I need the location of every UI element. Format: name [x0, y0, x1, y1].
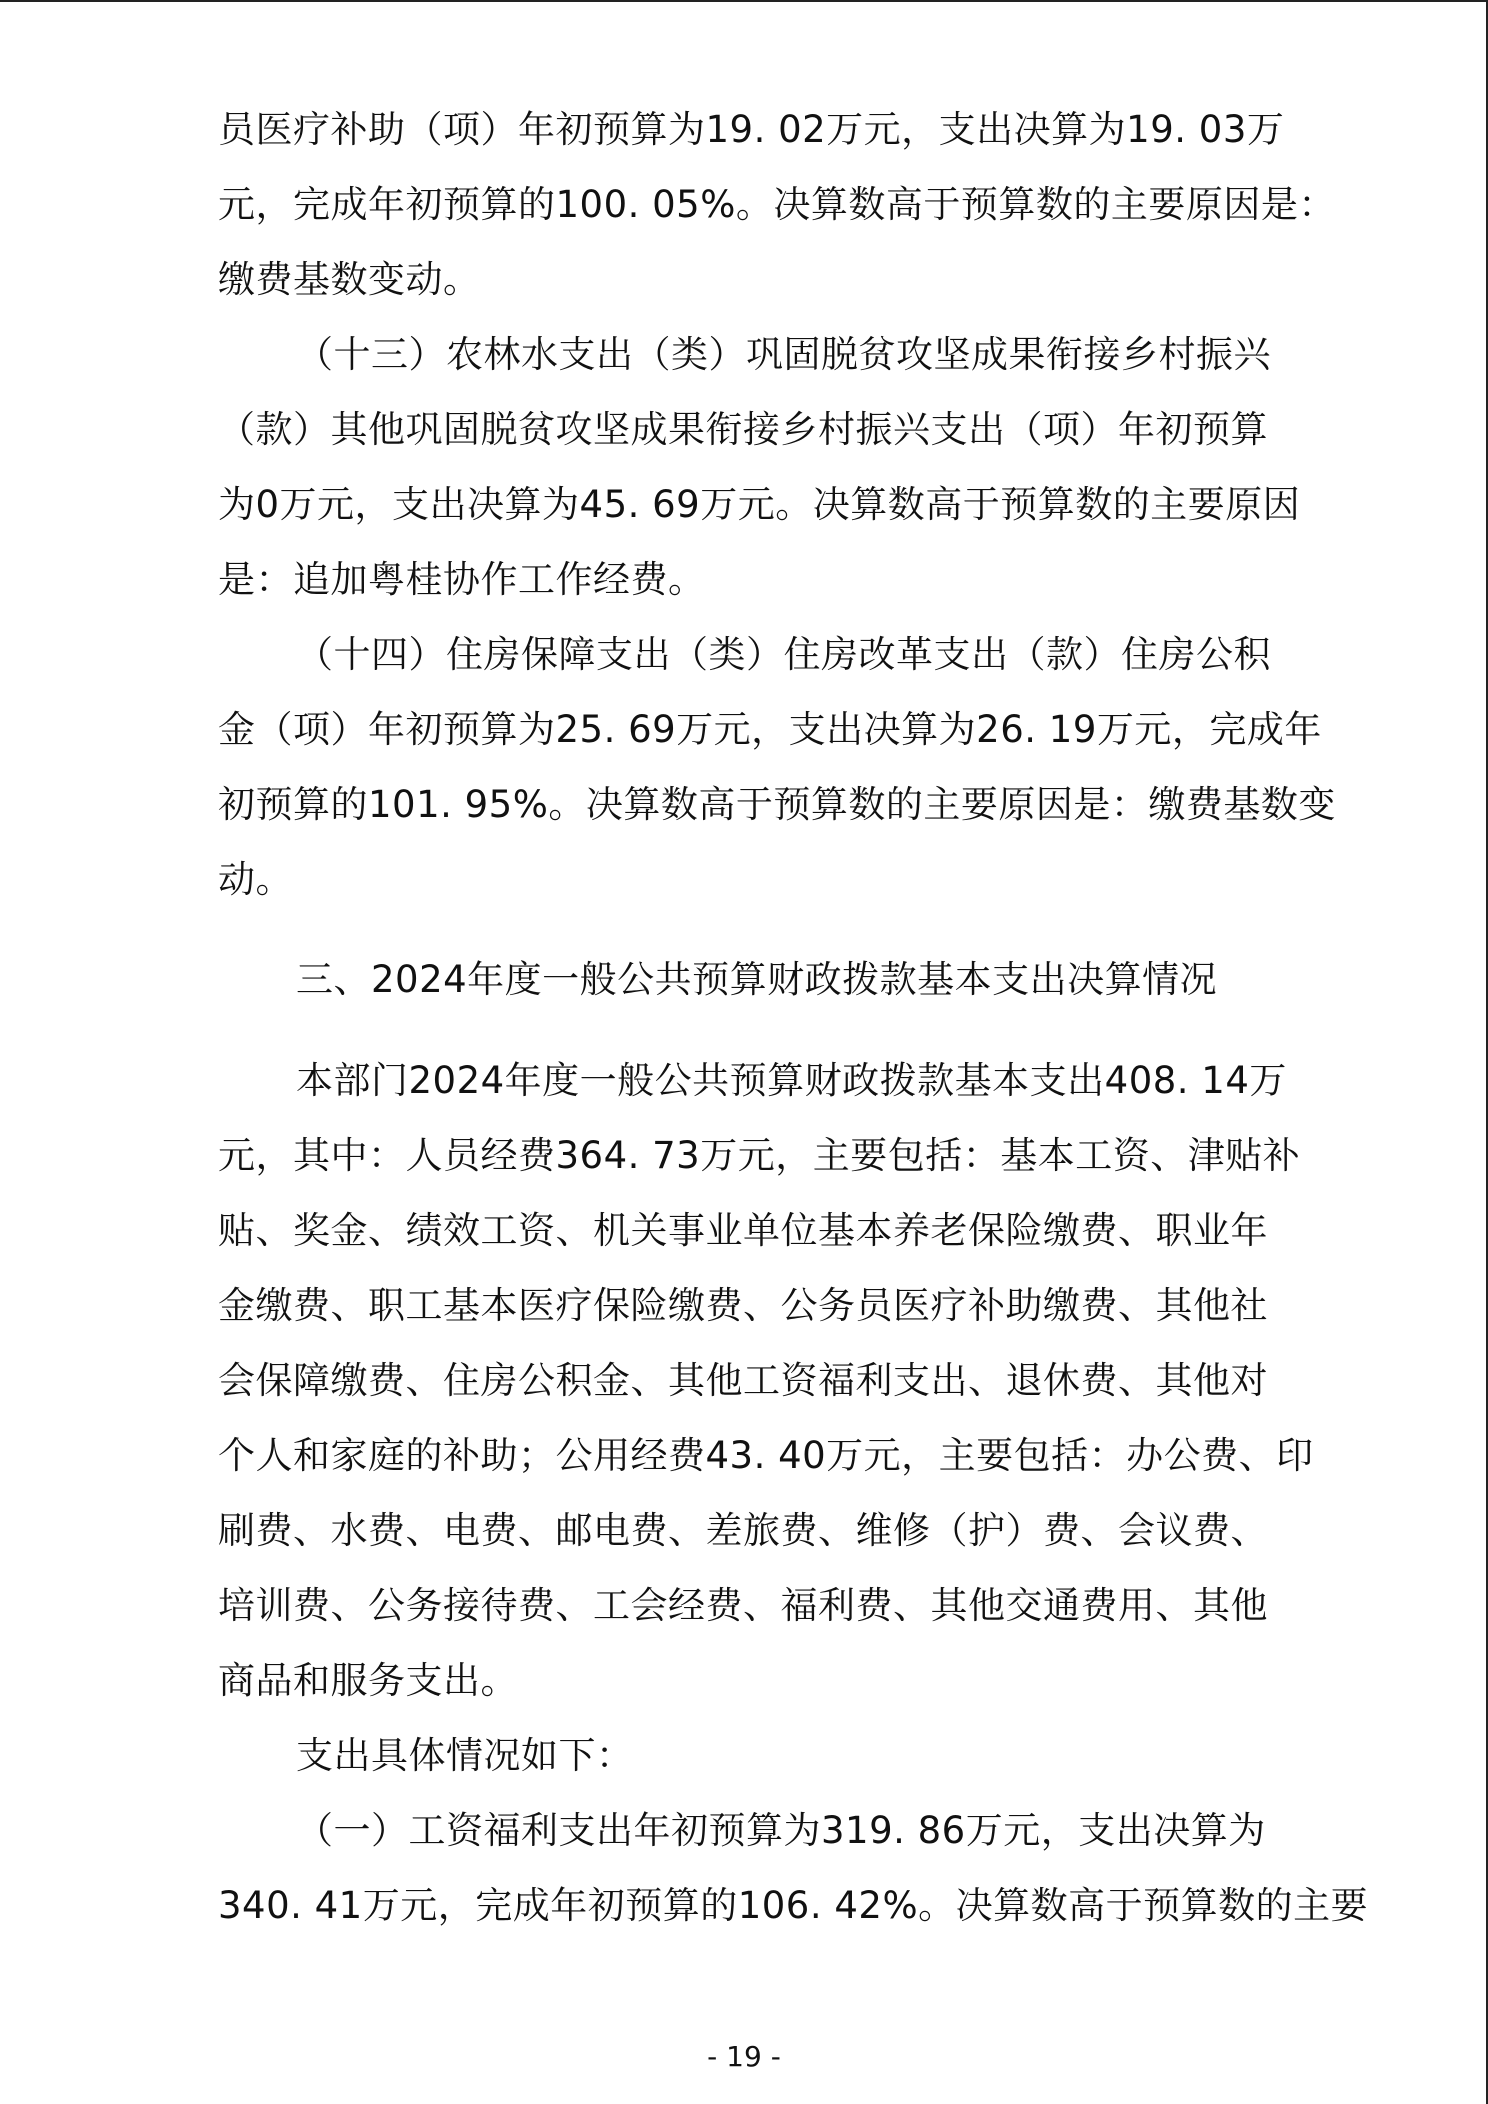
text-line: （十四）住房保障支出（类）住房改革支出（款）住房公积 [296, 633, 1271, 676]
page-number: - 19 - [707, 2040, 781, 2073]
text-line: 贴、奖金、绩效工资、机关事业单位基本养老保险缴费、职业年 [218, 1209, 1268, 1252]
text-line: （款）其他巩固脱贫攻坚成果衔接乡村振兴支出（项）年初预算 [218, 408, 1268, 451]
text-line: 元，完成年初预算的100. 05%。决算数高于预算数的主要原因是： [218, 183, 1336, 226]
text-line: 员医疗补助（项）年初预算为19. 02万元，支出决算为19. 03万 [218, 108, 1285, 151]
text-line: 刷费、水费、电费、邮电费、差旅费、维修（护）费、会议费、 [218, 1509, 1268, 1552]
text-line: 为0万元，支出决算为45. 69万元。决算数高于预算数的主要原因 [218, 483, 1301, 526]
text-line: 340. 41万元，完成年初预算的106. 42%。决算数高于预算数的主要 [218, 1884, 1369, 1927]
text-line: 支出具体情况如下： [296, 1734, 634, 1777]
text-line: 元，其中：人员经费364. 73万元，主要包括：基本工资、津贴补 [218, 1134, 1301, 1177]
text-line: 培训费、公务接待费、工会经费、福利费、其他交通费用、其他 [218, 1584, 1268, 1627]
text-line: 会保障缴费、住房公积金、其他工资福利支出、退休费、其他对 [218, 1359, 1268, 1402]
text-line: （十三）农林水支出（类）巩固脱贫攻坚成果衔接乡村振兴 [296, 333, 1271, 376]
text-line: 本部门2024年度一般公共预算财政拨款基本支出408. 14万 [296, 1059, 1287, 1102]
text-line: 是：追加粤桂协作工作经费。 [218, 558, 706, 601]
text-line: 个人和家庭的补助；公用经费43. 40万元，主要包括：办公费、印 [218, 1434, 1314, 1477]
text-line: 金（项）年初预算为25. 69万元，支出决算为26. 19万元，完成年 [218, 708, 1322, 751]
text-line: （一）工资福利支出年初预算为319. 86万元，支出决算为 [296, 1809, 1266, 1852]
text-line: 缴费基数变动。 [218, 258, 481, 301]
text-line: 金缴费、职工基本医疗保险缴费、公务员医疗补助缴费、其他社 [218, 1284, 1268, 1327]
text-line: 商品和服务支出。 [218, 1659, 518, 1702]
text-line: 动。 [218, 858, 293, 901]
text-line: 初预算的101. 95%。决算数高于预算数的主要原因是：缴费基数变 [218, 783, 1336, 826]
document-body [218, 92, 1369, 1943]
section-heading: 三、2024年度一般公共预算财政拨款基本支出决算情况 [296, 958, 1218, 1001]
